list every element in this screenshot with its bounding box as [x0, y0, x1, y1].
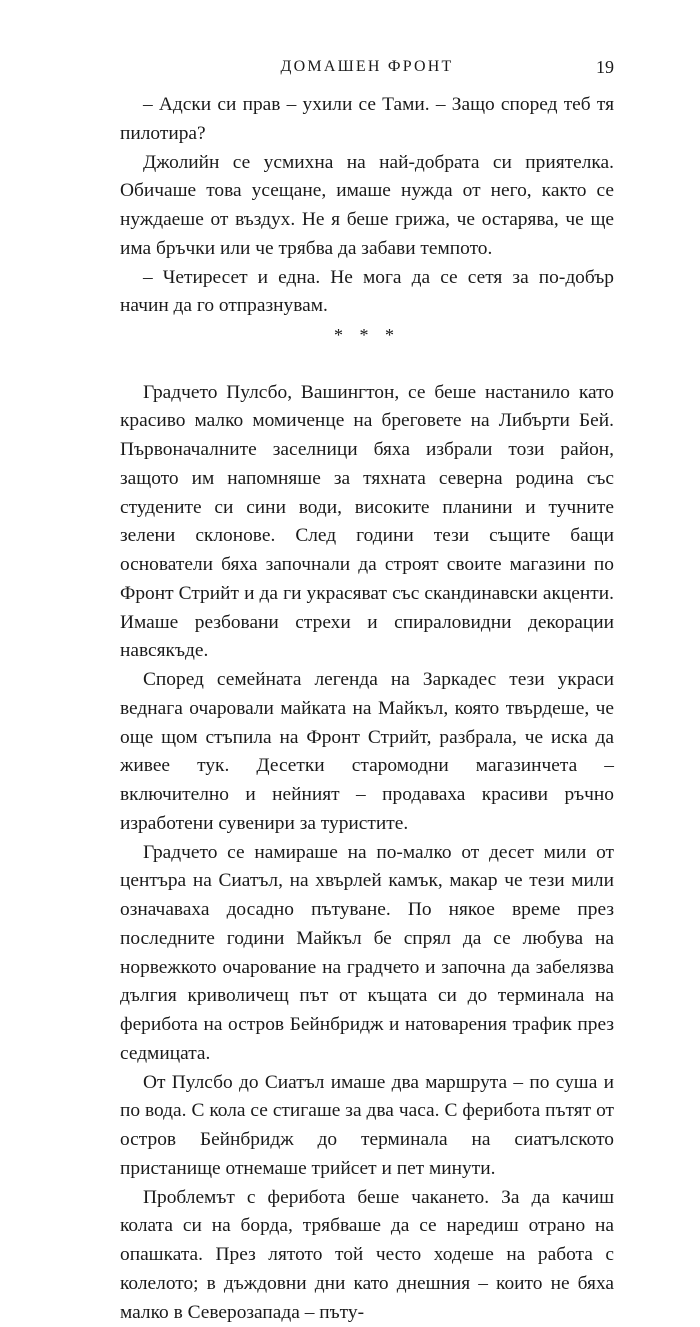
paragraph: Джолийн се усмихна на най-добрата си приятелка. Обичаше това усещане, имаше нужда от него, както се нуждаеше от въздух. Не я беше грижа, че остарява, че ще има бръчки или че трябва да забави темпото. — [120, 149, 614, 264]
running-header — [120, 57, 614, 81]
body-text — [120, 91, 614, 1327]
page-number: 19 — [596, 57, 614, 78]
paragraph: Според семейната легенда на Заркадес тези украси веднага очаровали майката на Майкъл, която твърдеше, че още щом стъпила на Фронт Стрийт, разбрала, че иска да живее тук. Десетки старомодни магазинчета – включително и нейният – продаваха красиви ръчно изработени сувенири за туристите. — [120, 666, 614, 839]
paragraph: От Пулсбо до Сиатъл имаше два маршрута – по суша и по вода. С кола се стигаше за два часа. С ферибота пътят от остров Бейнбридж до терминала на сиатълското пристанище отнемаше трийсет и пет минути. — [120, 1069, 614, 1184]
running-title: ДОМАШЕН ФРОНТ — [120, 58, 614, 76]
paragraph: – Адски си прав – ухили се Тами. – Защо според теб тя пилотира? — [120, 91, 614, 149]
paragraph: Градчето Пулсбо, Вашингтон, се беше настанило като красиво малко момиченце на бреговете на Либърти Бей. Първоначалните заселници бяха избрали този район, защото им напомняше за тяхната северна родина със студените си сини води, високите планини и тучните зелени склонове. След години тези същите бащи основатели бяха започнали да строят своите магазини по Фронт Стрийт и да ги украсяват със скандинавски акценти. Имаше резбовани стрехи и спираловидни декорации навсякъде. — [120, 379, 614, 667]
section-break: * * * — [120, 321, 614, 350]
paragraph: Градчето се намираше на по-малко от десет мили от центъра на Сиатъл, на хвърлей камък, макар че тези мили означаваха досадно пътуване. По някое време през последните години Майкъл бе спрял да се любува на норвежкото очарование на градчето и започна да забелязва дългия криволичещ път от къщата си до терминала на ферибота на остров Бейнбридж и натоварения трафик през седмицата. — [120, 839, 614, 1069]
paragraph: – Четиресет и една. Не мога да се сетя за по-добър начин да го отпразнувам. — [120, 264, 614, 322]
paragraph: Проблемът с ферибота беше чакането. За да качиш колата си на борда, трябваше да се наредиш отрано на опашката. През лятото той често ходеше на работа с колелото; в дъждовни дни като днешния – които не бяха малко в Северозапада – пъту- — [120, 1184, 614, 1327]
